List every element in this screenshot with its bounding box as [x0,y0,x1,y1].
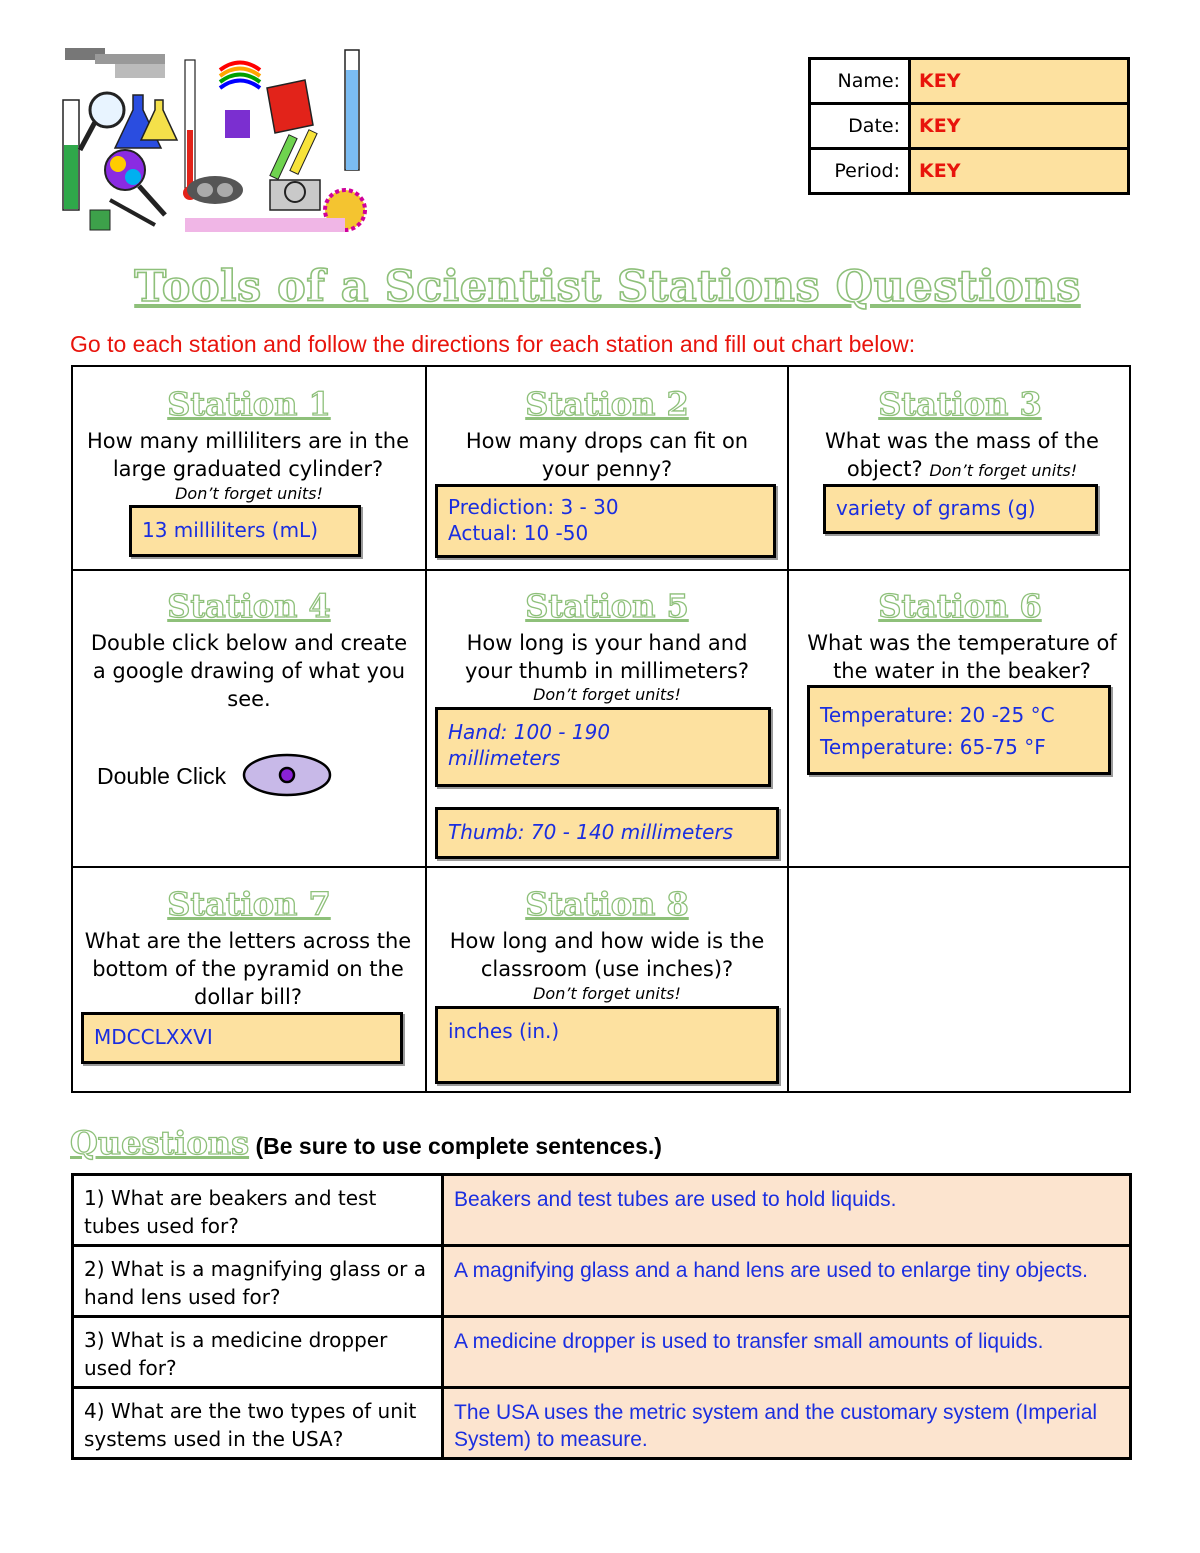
station-6-celsius: Temperature: 20 -25 °C [820,703,1055,727]
station-6-answer[interactable] [807,685,1111,775]
name-label: Name: [810,59,910,104]
magnifying-glass-icon [90,93,124,127]
question-4: 4) What are the two types of unit systems used in the USA? [73,1388,443,1459]
station-7-answer[interactable]: MDCCLXXVI [81,1012,403,1064]
station-2-title: Station 2 [525,385,689,423]
station-1-note: Don’t forget units! [175,484,323,503]
answer-3[interactable]: A medicine dropper is used to transfer small amounts of liquids. [443,1317,1131,1388]
answer-4[interactable]: The USA uses the metric system and the customary system (Imperial System) to measure. [443,1388,1131,1459]
station-8-question: How long and how wide is the classroom (use inches)? [449,929,765,981]
station-5-note: Don’t forget units! [533,685,681,704]
page-title: Tools of a Scientist Stations Questions [134,262,1081,312]
questions-subtitle: (Be sure to use complete sentences.) [249,1133,662,1159]
station-1-answer[interactable]: 13 milliliters (mL) [129,505,361,557]
stations-grid [71,365,1131,1093]
station-8-title: Station 8 [525,885,689,923]
google-drawing-eye-icon[interactable] [241,752,333,798]
station-4-question: Double click below and create a google drawing of what you see. [90,631,408,711]
table-row [73,1388,1131,1459]
station-7-title: Station 7 [167,885,331,923]
instructions: Go to each station and follow the directions for each station and fill out chart below: [70,331,916,357]
answer-2[interactable]: A magnifying glass and a hand lens are used to enlarge tiny objects. [443,1246,1131,1317]
answer-1[interactable]: Beakers and test tubes are used to hold liquids. [443,1175,1131,1246]
station-2-question: How many drops can fit on your penny? [465,429,749,481]
station-2-answer[interactable] [435,484,776,558]
station-6-fahrenheit: Temperature: 65-75 °F [820,735,1046,759]
station-3-answer[interactable]: variety of grams (g) [823,484,1098,534]
table-row [73,1175,1131,1246]
station-3-title: Station 3 [878,385,1042,423]
questions-table [71,1173,1132,1460]
goggles-icon [187,176,243,204]
period-label: Period: [810,149,910,194]
station-3-question: What was the mass of the object? Don’t forget units! [825,429,1099,481]
table-row [73,1317,1131,1388]
station-2-prediction: Prediction: 3 - 30 [448,495,619,519]
station-5-question: How long is your hand and your thumb in millimeters? [464,631,750,683]
station-2-actual: Actual: 10 -50 [448,521,589,545]
station-1-title: Station 1 [167,385,331,423]
station-3-note: Don’t forget units! [929,461,1078,480]
name-field[interactable]: KEY [910,59,1129,104]
station-1-question: How many milliliters are in the large graduated cylinder? [86,429,409,481]
date-label: Date: [810,104,910,149]
science-tools-clipart [55,40,385,235]
question-1: 1) What are beakers and test tubes used for? [73,1175,443,1246]
questions-header [70,1124,662,1162]
station-5-title: Station 5 [525,587,689,625]
questions-title: Questions [70,1124,250,1162]
table-row [73,1246,1131,1317]
station-5-hand-answer[interactable]: Hand: 100 - 190 millimeters [435,707,771,787]
station-8-note: Don’t forget units! [533,984,681,1003]
student-info-table [808,57,1130,195]
station-8-answer[interactable]: inches (in.) [435,1006,779,1084]
date-field[interactable]: KEY [910,104,1129,149]
station-6-question: What was the temperature of the water in the beaker? [807,631,1117,683]
hot-plate-icon [270,180,320,210]
beaker-icon [267,80,313,133]
question-3: 3) What is a medicine dropper used for? [73,1317,443,1388]
test-tube-icon [270,135,297,180]
double-click-label: Double Click [97,763,227,789]
station-7-question: What are the letters across the bottom of the pyramid on the dollar bill? [84,929,412,1009]
period-field[interactable]: KEY [910,149,1129,194]
station-4-title: Station 4 [167,587,331,625]
question-2: 2) What is a magnifying glass or a hand lens used for? [73,1246,443,1317]
station-6-title: Station 6 [878,587,1042,625]
station-5-thumb-answer[interactable]: Thumb: 70 - 140 millimeters [435,807,779,859]
